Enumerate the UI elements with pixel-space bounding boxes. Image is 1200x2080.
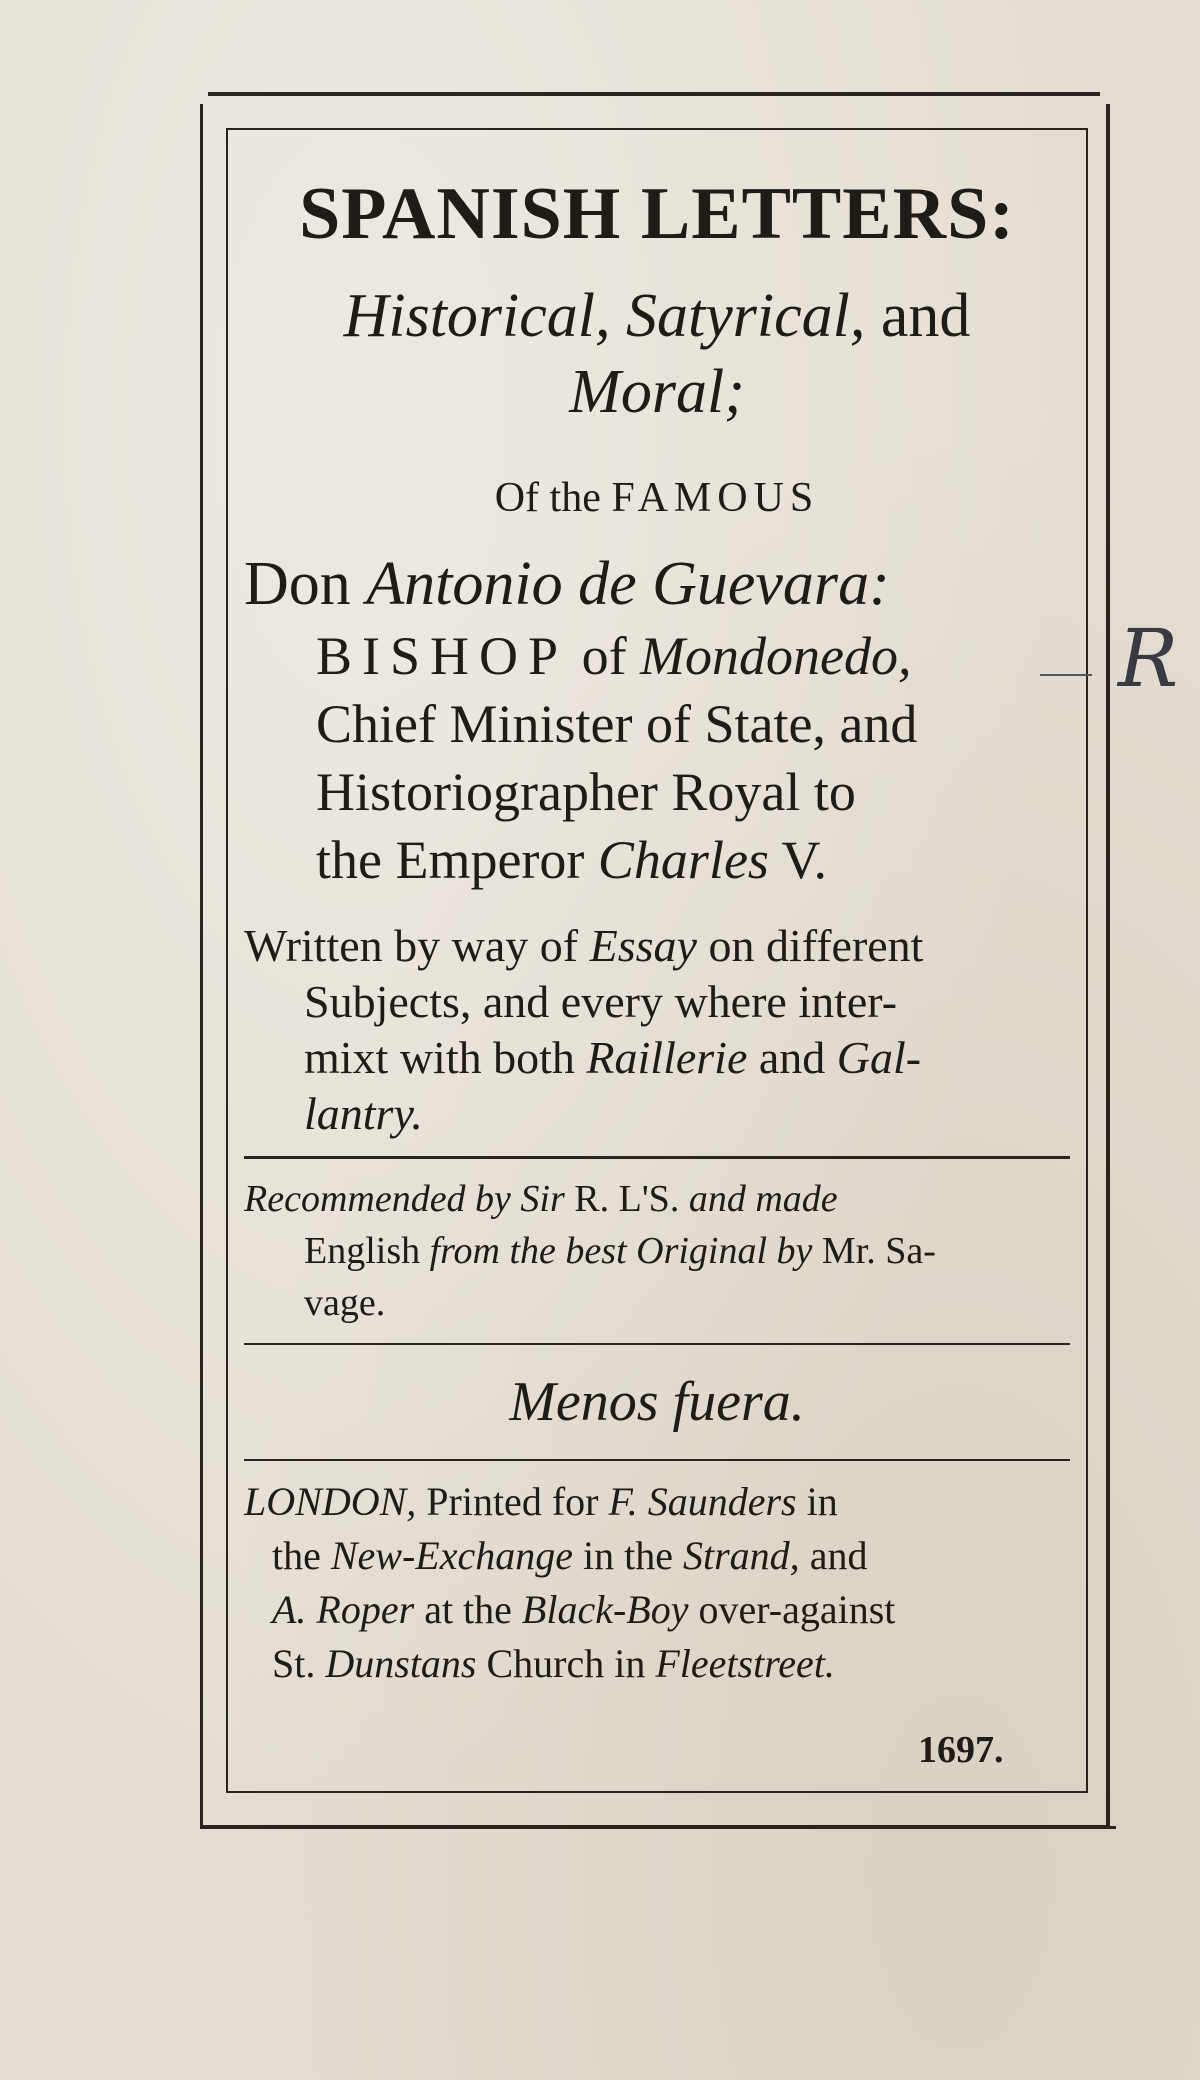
subtitle-line-2: Moral; xyxy=(569,358,745,426)
motto: Menos fuera. xyxy=(509,1371,805,1433)
raillerie-word: Raillerie xyxy=(586,1032,748,1083)
recommended-block xyxy=(244,1173,1070,1329)
description-block xyxy=(244,918,1070,1142)
imprint-block xyxy=(244,1475,1070,1691)
imprint-text-f: at the xyxy=(414,1587,522,1632)
emperor-name: Charles xyxy=(597,830,769,890)
offices-line-1 xyxy=(316,622,1070,690)
mr-word: Mr. xyxy=(821,1230,876,1272)
pencil-line xyxy=(1040,674,1092,676)
famous-lead: Of the xyxy=(494,475,612,521)
imprint-text-e: and xyxy=(799,1533,868,1578)
recommended-text-c: from the best Original by xyxy=(420,1230,822,1272)
famous-caps: FAMOUS xyxy=(611,475,820,521)
publication-year: 1697. xyxy=(918,1729,1004,1771)
top-rule xyxy=(208,92,1100,96)
imprint-line-3 xyxy=(244,1583,1070,1637)
imprint-text-i: Church in xyxy=(476,1641,656,1686)
author-name: Antonio de Guevara: xyxy=(366,550,890,618)
imprint-line-1 xyxy=(244,1475,1070,1529)
gal-word: Gal- xyxy=(836,1032,922,1083)
offices-block xyxy=(316,622,1070,894)
imprint-text-g: over-against xyxy=(688,1587,896,1632)
offices-line-4 xyxy=(316,826,1070,894)
divider-3 xyxy=(244,1459,1070,1461)
margin-annotation: R xyxy=(1118,612,1179,705)
description-text-d: mixt with both xyxy=(304,1032,587,1083)
description-text-e: and xyxy=(747,1032,837,1083)
imprint-text-a: Printed for xyxy=(416,1479,609,1524)
famous-line xyxy=(244,470,1070,526)
offices-line-3: Historiographer Royal to xyxy=(316,762,856,822)
imprint-text-c: the xyxy=(272,1533,331,1578)
imprint-fleet-street: Fleetstreet. xyxy=(655,1641,835,1686)
imprint-text-h: St. xyxy=(272,1641,326,1686)
title-page-content xyxy=(244,160,1070,1691)
imprint-text-d: in the xyxy=(573,1533,683,1578)
subtitle-italic: Historical, Satyrical, xyxy=(343,282,866,350)
subtitle-line-1 xyxy=(244,278,1070,354)
description-line-2: Subjects, and every where inter- xyxy=(304,976,898,1027)
description-line-3 xyxy=(244,1030,1070,1086)
imprint-line-2 xyxy=(244,1529,1070,1583)
recommended-line-3: vage. xyxy=(304,1282,386,1324)
emperor-numeral: V. xyxy=(768,830,827,890)
bishop-of: of xyxy=(568,626,641,686)
imprint-dunstans: Dunstans xyxy=(325,1641,477,1686)
imprint-line-4 xyxy=(244,1637,1070,1691)
divider-1 xyxy=(244,1156,1070,1159)
recommended-line-1 xyxy=(244,1173,1070,1225)
emperor-text: the Emperor xyxy=(316,830,598,890)
description-line-4: lantry. xyxy=(304,1088,423,1139)
bishop-word: BISHOP xyxy=(316,626,569,686)
imprint-text-b: in xyxy=(796,1479,838,1524)
description-text-a: Written by way of xyxy=(244,920,590,971)
english-word: English xyxy=(304,1230,421,1272)
bottom-rule xyxy=(232,1826,1116,1829)
description-line-1 xyxy=(244,918,1070,974)
divider-2 xyxy=(244,1343,1070,1345)
recommended-line-2 xyxy=(244,1225,1070,1277)
savage-part-1: Sa- xyxy=(875,1230,936,1272)
imprint-strand: Strand, xyxy=(683,1533,800,1578)
recommended-text-b: and made xyxy=(679,1178,838,1220)
imprint-london: LONDON, xyxy=(244,1479,417,1524)
author-don: Don xyxy=(244,550,367,618)
imprint-new-exchange: New-Exchange xyxy=(330,1533,574,1578)
recommended-initials: R. L'S. xyxy=(574,1178,680,1220)
essay-word: Essay xyxy=(589,920,697,971)
imprint-saunders: F. Saunders xyxy=(608,1479,797,1524)
bishop-see: Mondonedo, xyxy=(640,626,912,686)
subtitle xyxy=(244,278,1070,430)
imprint-roper: A. Roper xyxy=(272,1587,415,1632)
imprint-black-boy: Black-Boy xyxy=(521,1587,689,1632)
description-text-b: on different xyxy=(696,920,924,971)
subtitle-and: and xyxy=(865,282,971,350)
offices-line-2: Chief Minister of State, and xyxy=(316,694,918,754)
page-title: SPANISH LETTERS: xyxy=(299,173,1015,255)
recommended-text-a: Recommended by Sir xyxy=(244,1178,575,1220)
author-line xyxy=(244,546,1070,622)
